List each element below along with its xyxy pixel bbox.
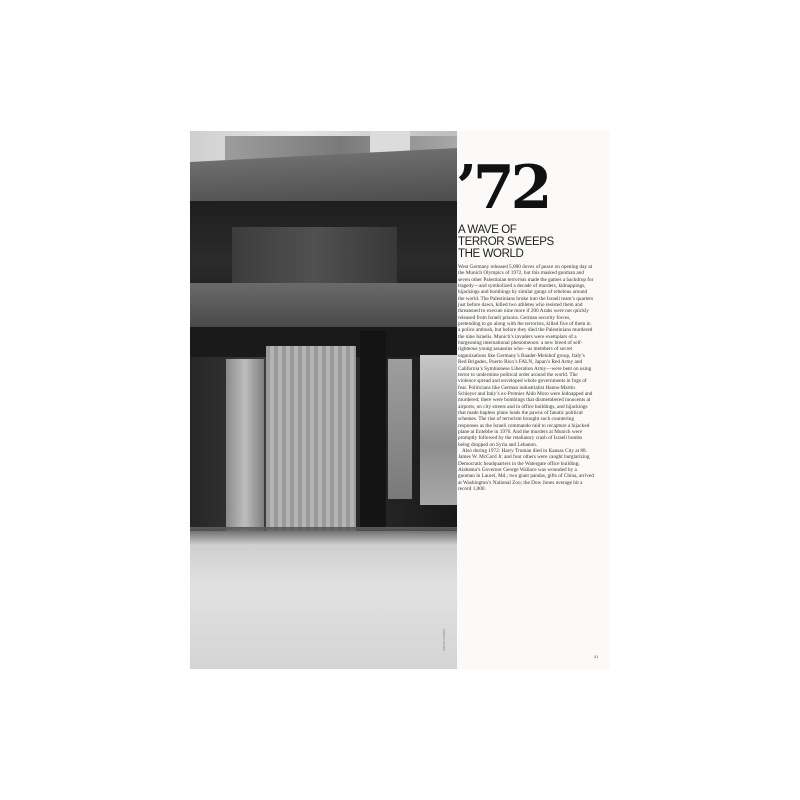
article-body [458, 264, 594, 492]
page-number: 41 [594, 654, 599, 659]
magazine-page [190, 131, 610, 669]
headline-line: TERROR SWEEPS [458, 236, 554, 248]
body-paragraph: West Germany released 5,000 doves of peace on opening day at the Munich Olympics of 1972, but this masked gunman and seven other Palestinian terrorists made the games a backdrop for tragedy—and symbolized a decade of murders, kidnappings, hijackings and bombings by similar gangs of rebelous around the world. The Palestinians broke into the Israeli team’s quarters just before dawn, killed two athletes who resisted them and threatened to execute nine more if 200 Arabs were not quickly released from Israeli prisons. German security forces, pretending to go along with the terrorists, killed five of them in a police ambush, but before they died the Palestinians murdered the nine Israelis. Munich’s invaders were exemplars of a burgeoning international phenomenon: a new breed of self-righteous young assassins who—as members of secret organizations like Germany’s Baader-Meinhof group, Italy’s Red Brigades, Puerto Rico’s FALN, Japan’s Red Army and California’s Symbionese Liberation Army—were bent on using terror to undermine political order around the world. The violence spread and enveloped whole governments in fogs of fear. Politicians like German industrialist Hanns-Martin Schleyer and Italy’s ex-Premier Aldo Moro were kidnapped and murdered; there were bombings that dismembered innocents at airports, on city streets and in office buildings, and hijackings that made hapless plane loads the pawns of fanatic political schemes. The rise of terrorism brought such countering responses as the Israeli commando raid to recapture a hijacked plane at Entebbe in 1976. And the murders at Munich were promptly followed by the retaliatory crash of Israeli bombs being dropped on Syria and Lebanon. [458, 264, 594, 448]
article-headline [458, 224, 598, 260]
headline-line: THE WORLD [458, 248, 524, 260]
headline-line: A WAVE OF [458, 224, 517, 236]
year-title: ’72 [456, 153, 549, 223]
body-paragraph: Also during 1972: Harry Truman died in Kansas City at 88. James W. McCord Jr. and four others were caught burglarizing Democratic headquarters in the Watergate office building; Alabama’s Governor George Wallace was wounded by a gunman in Laurel, Md.; two giant pandas, gifts of China, arrived at Washington’s National Zoo; the Dow Jones average hit a record 1,000. [458, 447, 594, 493]
photo-credit: PHOTO CREDIT [442, 628, 446, 651]
building-photo [190, 131, 457, 669]
